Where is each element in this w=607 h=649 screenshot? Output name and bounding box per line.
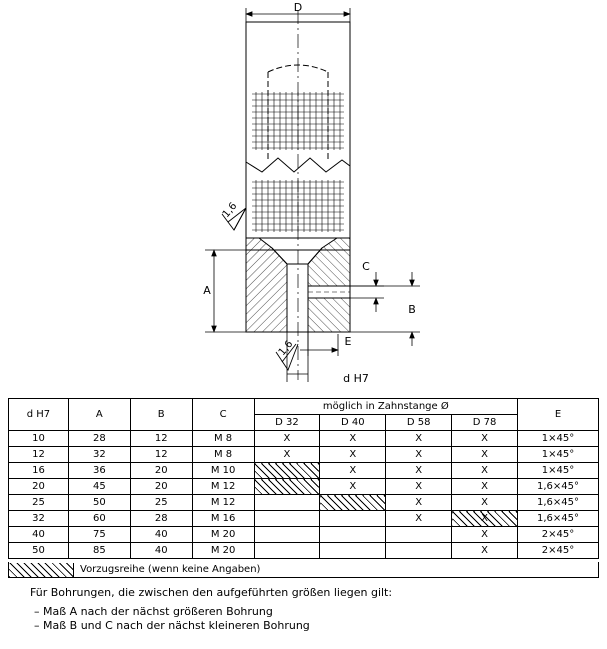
cell-d: 20 [9, 479, 69, 495]
cell-D78: X [452, 463, 518, 479]
legend-hatch-swatch [9, 563, 74, 577]
dimension-label-E: E [344, 335, 352, 348]
cell-B: 28 [130, 511, 192, 527]
dimension-label-dH7: d H7 [343, 372, 369, 385]
cell-D58: X [386, 479, 452, 495]
cell-D32 [254, 463, 320, 479]
header-group-zahnstange: möglich in Zahnstange Ø [254, 399, 518, 415]
cell-D78: X [452, 495, 518, 511]
cell-D58: X [386, 447, 452, 463]
cell-A: 36 [68, 463, 130, 479]
cell-A: 28 [68, 431, 130, 447]
legend-text: Vorzugsreihe (wenn keine Angaben) [80, 564, 261, 575]
header-D58: D 58 [386, 415, 452, 431]
table-row [9, 463, 599, 479]
table-row [9, 543, 599, 559]
cell-C: M 20 [192, 527, 254, 543]
cell-D32 [254, 495, 320, 511]
dimension-label-D: D [293, 1, 303, 14]
dimension-label-A: A [203, 284, 211, 297]
table-body [9, 431, 599, 559]
cell-D40: X [320, 463, 386, 479]
cell-A: 32 [68, 447, 130, 463]
cell-D78: X [452, 447, 518, 463]
cell-A: 50 [68, 495, 130, 511]
header-D32: D 32 [254, 415, 320, 431]
cell-D32 [254, 543, 320, 559]
cell-C: M 8 [192, 431, 254, 447]
cell-d: 32 [9, 511, 69, 527]
cell-D40 [320, 543, 386, 559]
dimension-E [300, 332, 338, 356]
table-row [9, 447, 599, 463]
cell-D58: X [386, 431, 452, 447]
cell-D32 [254, 527, 320, 543]
cell-D78: X [452, 527, 518, 543]
cell-D32: X [254, 447, 320, 463]
cell-D58 [386, 527, 452, 543]
note-intro: Für Bohrungen, die zwischen den aufgeführten größen liegen gilt: [30, 586, 393, 599]
cell-C: M 16 [192, 511, 254, 527]
cell-D32: X [254, 431, 320, 447]
cell-d: 50 [9, 543, 69, 559]
cell-E: 1,6×45° [518, 511, 599, 527]
cell-D40 [320, 527, 386, 543]
dimension-label-C: C [362, 260, 370, 273]
table-row [9, 495, 599, 511]
dimension-C [350, 272, 384, 312]
cell-C: M 12 [192, 495, 254, 511]
header-A: A [68, 399, 130, 431]
table-row [9, 479, 599, 495]
header-D78: D 78 [452, 415, 518, 431]
cell-D40: X [320, 479, 386, 495]
cell-D40: X [320, 431, 386, 447]
cell-D58: X [386, 495, 452, 511]
header-dH7: d H7 [9, 399, 69, 431]
cell-D32 [254, 479, 320, 495]
cell-B: 40 [130, 543, 192, 559]
cell-d: 12 [9, 447, 69, 463]
cell-E: 2×45° [518, 543, 599, 559]
cell-A: 85 [68, 543, 130, 559]
cell-C: M 10 [192, 463, 254, 479]
cell-E: 1×45° [518, 463, 599, 479]
cell-D58 [386, 543, 452, 559]
cell-d: 40 [9, 527, 69, 543]
cell-B: 20 [130, 479, 192, 495]
cell-D32 [254, 511, 320, 527]
cell-C: M 8 [192, 447, 254, 463]
cell-D40 [320, 495, 386, 511]
surface-finish-label-bottom: 1,6 [276, 338, 296, 359]
cell-d: 16 [9, 463, 69, 479]
dimension-label-B: B [408, 303, 416, 316]
spec-table [8, 398, 599, 559]
table-row [9, 431, 599, 447]
cell-E: 1×45° [518, 431, 599, 447]
cell-A: 45 [68, 479, 130, 495]
cell-D78: X [452, 431, 518, 447]
cell-B: 25 [130, 495, 192, 511]
cell-C: M 20 [192, 543, 254, 559]
note-line-1: – Maß A nach der nächst größeren Bohrung [34, 605, 273, 618]
cell-A: 75 [68, 527, 130, 543]
note-line-2: – Maß B und C nach der nächst kleineren Bohrung [34, 619, 310, 632]
surface-finish-label-top: 1,6 [220, 200, 240, 221]
cell-B: 12 [130, 447, 192, 463]
cell-d: 25 [9, 495, 69, 511]
cell-D78: X [452, 479, 518, 495]
header-E: E [518, 399, 599, 431]
cell-E: 1,6×45° [518, 495, 599, 511]
notes-block [8, 562, 599, 632]
dimension-A [205, 250, 250, 332]
cell-B: 40 [130, 527, 192, 543]
cell-D58: X [386, 463, 452, 479]
cell-E: 1,6×45° [518, 479, 599, 495]
cell-D78: X [452, 543, 518, 559]
spec-table-wrap [8, 398, 599, 559]
legend-row [8, 562, 599, 578]
cell-d: 10 [9, 431, 69, 447]
header-C: C [192, 399, 254, 431]
table-header-row-1 [9, 399, 599, 415]
header-B: B [130, 399, 192, 431]
header-D40: D 40 [320, 415, 386, 431]
cell-C: M 12 [192, 479, 254, 495]
cell-A: 60 [68, 511, 130, 527]
cell-D40 [320, 511, 386, 527]
cell-B: 12 [130, 431, 192, 447]
cell-E: 2×45° [518, 527, 599, 543]
dimension-dH7 [287, 332, 308, 382]
cell-D40: X [320, 447, 386, 463]
cell-D58: X [386, 511, 452, 527]
table-row [9, 527, 599, 543]
cell-D78: X [452, 511, 518, 527]
cell-E: 1×45° [518, 447, 599, 463]
table-row [9, 511, 599, 527]
cell-B: 20 [130, 463, 192, 479]
